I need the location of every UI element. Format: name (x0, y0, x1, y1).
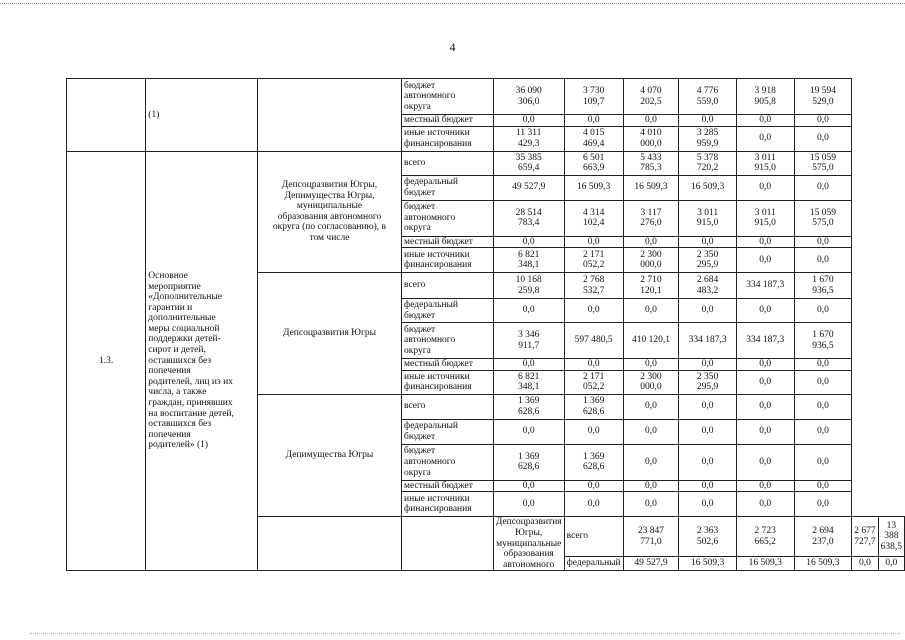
source-cell: федеральный бюджет (402, 419, 494, 444)
value-cell: 0,0 (564, 480, 623, 492)
source-cell: федеральный бюджет (402, 175, 494, 200)
source-cell: бюджет автономного округа (402, 444, 494, 480)
section-name: Основное мероприятие «Дополнительные гарантии и дополнительные меры социальной поддержки детей- сирот и детей, оставшихся без попечения родителей, лиц из их числа, а также граждан, принявших на воспитание детей, оставшихся без попечения родителей» (1) (146, 151, 258, 571)
value-cell: 2 723 665,2 (736, 517, 794, 557)
value-cell: 0,0 (493, 359, 564, 371)
value-cell: 0,0 (736, 480, 794, 492)
value-cell: 0,0 (736, 236, 794, 248)
value-cell: 2 350 295,9 (679, 248, 737, 273)
value-cell: 0,0 (564, 115, 623, 127)
value-cell: 16 509,3 (679, 556, 737, 570)
value-cell: 15 059 575,0 (794, 200, 852, 236)
source-cell: всего (402, 151, 494, 175)
value-cell: 2 300 000,0 (623, 248, 679, 273)
value-cell: 0,0 (679, 419, 737, 444)
value-cell: 15 059 575,0 (794, 151, 852, 175)
value-cell: 10 168 259,8 (493, 273, 564, 299)
value-cell: 0,0 (794, 359, 852, 371)
value-cell: 0,0 (794, 394, 852, 419)
source-cell: местный бюджет (402, 480, 494, 492)
source-cell: бюджет автономного округа (402, 323, 494, 359)
value-cell: 334 187,3 (679, 323, 737, 359)
financing-table (66, 78, 905, 571)
value-cell: 2 677 727,7 (852, 517, 878, 557)
value-cell: 2 300 000,0 (623, 370, 679, 394)
code-cell (67, 79, 146, 152)
source-cell: всего (564, 517, 623, 557)
value-cell: 0,0 (794, 236, 852, 248)
value-cell: 0,0 (852, 556, 878, 570)
value-cell: 597 480,5 (564, 323, 623, 359)
value-cell: 49 527,9 (623, 556, 679, 570)
value-cell: 0,0 (623, 419, 679, 444)
value-cell: 0,0 (623, 115, 679, 127)
value-cell: 13 388 638,5 (878, 517, 904, 557)
value-cell: 4 010 000,0 (623, 126, 679, 151)
scan-edge-top (0, 3, 905, 4)
value-cell: 1 369 628,6 (493, 394, 564, 419)
value-cell: 0,0 (679, 492, 737, 517)
value-cell: 49 527,9 (493, 175, 564, 200)
responsible-executor: Депсоцразвития Югры (257, 273, 401, 395)
source-cell: бюджет автономного округа (402, 200, 494, 236)
value-cell: 3 285 959,9 (679, 126, 737, 151)
value-cell: 4 070 202,5 (623, 79, 679, 115)
value-cell: 0,0 (794, 444, 852, 480)
value-cell: 2 684 483,2 (679, 273, 737, 299)
value-cell: 1 369 628,6 (564, 444, 623, 480)
value-cell: 2 694 237,0 (794, 517, 852, 557)
value-cell: 410 120,1 (623, 323, 679, 359)
value-cell: 16 509,3 (623, 175, 679, 200)
table-row (67, 151, 905, 175)
row-code-cell: (1) (146, 79, 258, 152)
value-cell: 0,0 (736, 394, 794, 419)
source-cell: местный бюджет (402, 359, 494, 371)
value-cell: 28 514 783,4 (493, 200, 564, 236)
value-cell: 0,0 (736, 248, 794, 273)
value-cell: 0,0 (679, 480, 737, 492)
source-cell: всего (402, 394, 494, 419)
value-cell: 0,0 (736, 115, 794, 127)
value-cell: 0,0 (878, 556, 904, 570)
value-cell: 16 509,3 (794, 556, 852, 570)
value-cell: 16 509,3 (564, 175, 623, 200)
value-cell: 0,0 (623, 492, 679, 517)
value-cell: 4 015 469,4 (564, 126, 623, 151)
value-cell: 3 011 915,0 (736, 151, 794, 175)
value-cell: 6 821 348,1 (493, 248, 564, 273)
source-cell: всего (402, 273, 494, 299)
value-cell: 0,0 (679, 394, 737, 419)
value-cell: 2 768 532,7 (564, 273, 623, 299)
value-cell: 0,0 (493, 236, 564, 248)
value-cell: 16 509,3 (679, 175, 737, 200)
value-cell: 35 385 659,4 (493, 151, 564, 175)
value-cell: 0,0 (623, 444, 679, 480)
value-cell: 0,0 (493, 299, 564, 323)
value-cell: 36 090 306,0 (493, 79, 564, 115)
value-cell: 3 730 109,7 (564, 79, 623, 115)
value-cell: 0,0 (679, 299, 737, 323)
source-cell: федеральный бюджет (402, 299, 494, 323)
source-cell: иные источники финансирования (402, 370, 494, 394)
value-cell: 0,0 (564, 236, 623, 248)
source-cell: федеральный (564, 556, 623, 570)
value-cell: 0,0 (564, 299, 623, 323)
value-cell: 0,0 (564, 492, 623, 517)
responsible-executor: Депимущества Югры (257, 394, 401, 517)
scan-edge-bottom (30, 633, 900, 634)
value-cell: 0,0 (794, 175, 852, 200)
value-cell: 2 710 120,1 (623, 273, 679, 299)
value-cell: 0,0 (794, 299, 852, 323)
source-cell: иные источники финансирования (402, 492, 494, 517)
value-cell: 1 670 936,5 (794, 323, 852, 359)
value-cell: 0,0 (794, 492, 852, 517)
value-cell: 0,0 (679, 115, 737, 127)
value-cell: 0,0 (493, 115, 564, 127)
value-cell: 6 501 663,9 (564, 151, 623, 175)
value-cell: 0,0 (794, 248, 852, 273)
value-cell: 0,0 (623, 394, 679, 419)
value-cell: 0,0 (736, 359, 794, 371)
value-cell: 1 670 936,5 (794, 273, 852, 299)
value-cell: 334 187,3 (736, 273, 794, 299)
page-number: 4 (449, 40, 456, 54)
value-cell: 5 378 720,2 (679, 151, 737, 175)
source-cell: бюджет автономного округа (402, 79, 494, 115)
value-cell: 0,0 (794, 480, 852, 492)
value-cell: 0,0 (794, 126, 852, 151)
value-cell: 0,0 (623, 359, 679, 371)
value-cell: 334 187,3 (736, 323, 794, 359)
value-cell: 11 311 429,3 (493, 126, 564, 151)
value-cell: 0,0 (564, 359, 623, 371)
value-cell: 1 369 628,6 (493, 444, 564, 480)
value-cell: 0,0 (736, 492, 794, 517)
value-cell: 0,0 (679, 444, 737, 480)
value-cell: 0,0 (623, 299, 679, 323)
value-cell: 0,0 (794, 370, 852, 394)
value-cell: 16 509,3 (736, 556, 794, 570)
value-cell: 0,0 (794, 115, 852, 127)
value-cell: 2 171 052,2 (564, 248, 623, 273)
source-cell: иные источники финансирования (402, 248, 494, 273)
value-cell: 0,0 (679, 236, 737, 248)
value-cell: 2 350 295,9 (679, 370, 737, 394)
value-cell: 0,0 (736, 175, 794, 200)
value-cell: 2 363 502,6 (679, 517, 737, 557)
value-cell: 4 776 559,0 (679, 79, 737, 115)
table-row (67, 79, 905, 115)
value-cell: 0,0 (493, 419, 564, 444)
value-cell: 6 821 348,1 (493, 370, 564, 394)
value-cell: 0,0 (736, 444, 794, 480)
value-cell: 0,0 (736, 299, 794, 323)
responsible-cell (257, 79, 401, 152)
source-cell: местный бюджет (402, 236, 494, 248)
value-cell: 3 117 276,0 (623, 200, 679, 236)
value-cell: 0,0 (623, 236, 679, 248)
responsible-executor: Депсоцразвития Югры, муниципальные образования автономного (493, 517, 564, 571)
section-code: 1.3. (67, 151, 146, 571)
responsible-executor: Депсоцразвития Югры, Депимущества Югры, муниципальные образования автономного округа (по согласованию), в том числе (257, 151, 401, 273)
value-cell: 0,0 (623, 480, 679, 492)
value-cell: 0,0 (736, 370, 794, 394)
value-cell: 0,0 (564, 419, 623, 444)
value-cell: 4 314 102,4 (564, 200, 623, 236)
value-cell: 0,0 (493, 480, 564, 492)
value-cell: 0,0 (493, 492, 564, 517)
value-cell: 0,0 (794, 419, 852, 444)
value-cell: 2 171 052,2 (564, 370, 623, 394)
value-cell: 3 011 915,0 (679, 200, 737, 236)
value-cell: 0,0 (736, 419, 794, 444)
source-cell: местный бюджет (402, 115, 494, 127)
value-cell: 0,0 (736, 126, 794, 151)
value-cell: 3 918 905,8 (736, 79, 794, 115)
value-cell: 19 594 529,0 (794, 79, 852, 115)
value-cell: 23 847 771,0 (623, 517, 679, 557)
name-cell (402, 517, 494, 571)
code-cell (257, 517, 401, 571)
value-cell: 1 369 628,6 (564, 394, 623, 419)
value-cell: 3 346 911,7 (493, 323, 564, 359)
source-cell: иные источники финансирования (402, 126, 494, 151)
value-cell: 5 433 785,3 (623, 151, 679, 175)
value-cell: 3 011 915,0 (736, 200, 794, 236)
value-cell: 0,0 (679, 359, 737, 371)
